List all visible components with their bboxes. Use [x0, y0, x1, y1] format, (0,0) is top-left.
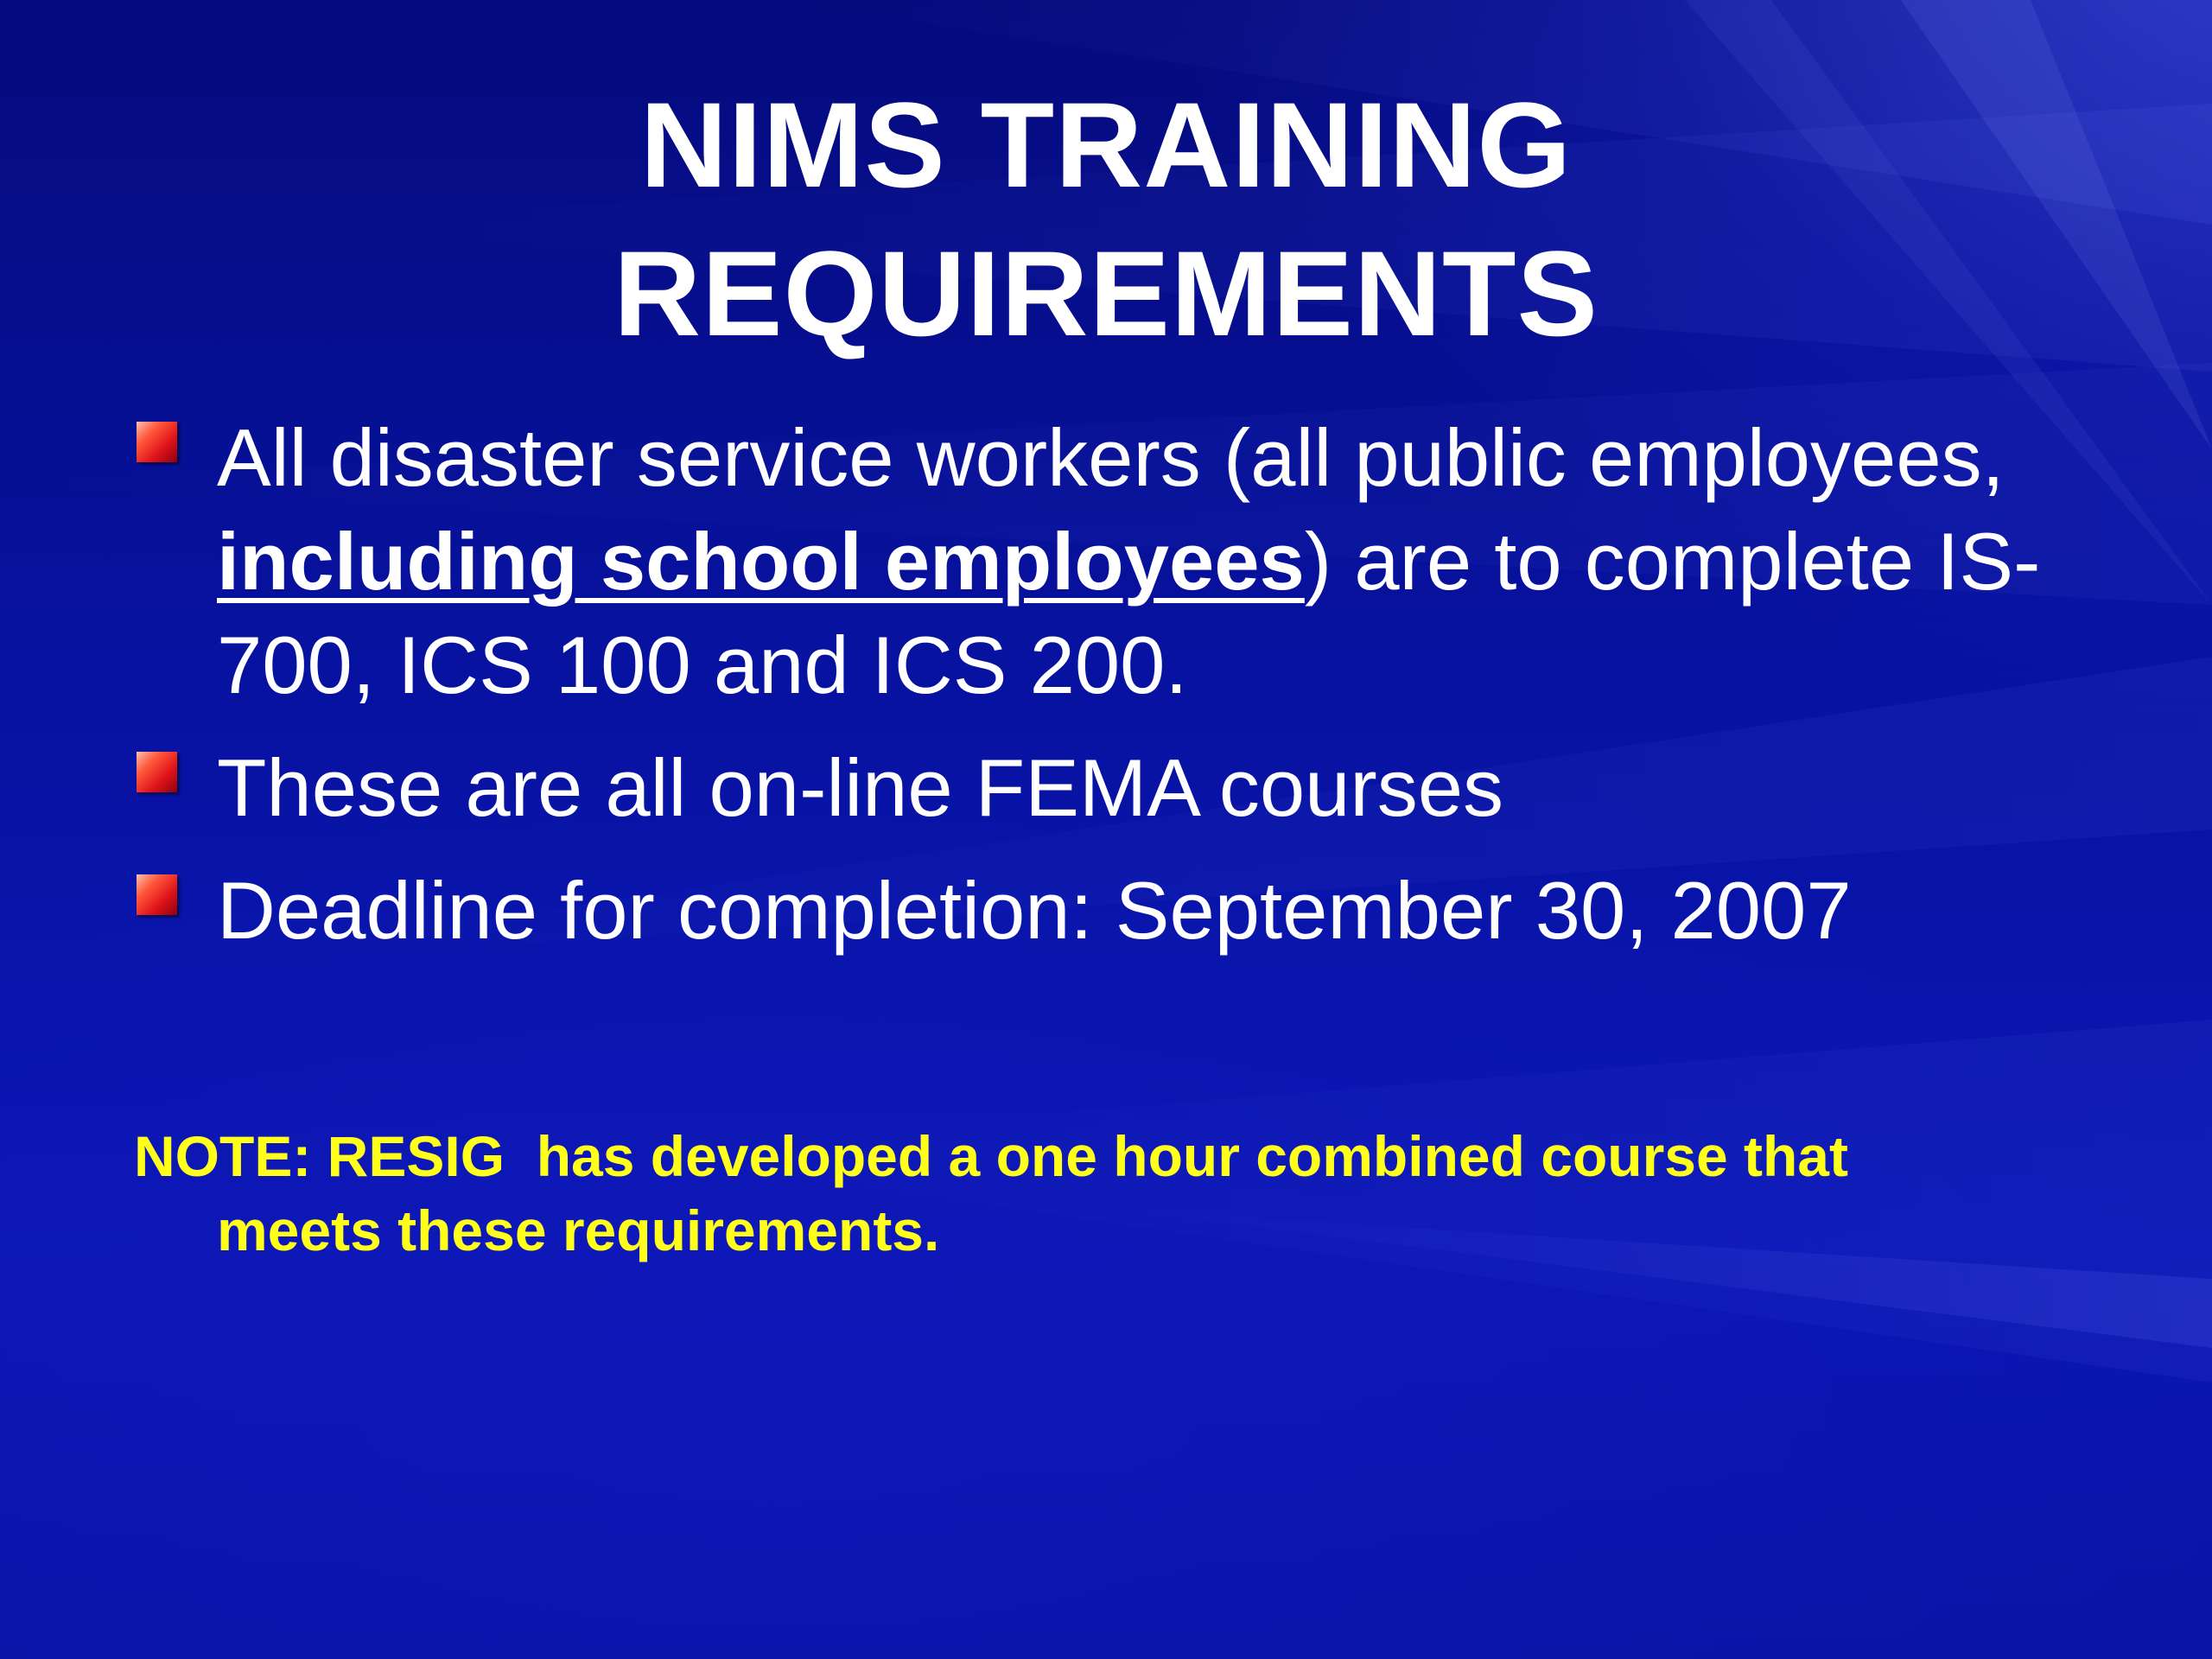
red-square-bullet-icon: [137, 752, 177, 792]
bullet-text-emphasis: including school employees: [217, 516, 1305, 607]
bullet-list: [134, 406, 2087, 982]
slide-title-line-1: NIMS TRAINING: [639, 77, 1573, 213]
bullet-item-disaster-workers: [134, 406, 2087, 717]
bullet-item-fema-courses: [134, 736, 2087, 840]
note-line-1: NOTE: RESIG has developed a one hour combined course that: [134, 1124, 1848, 1188]
red-square-bullet-icon: [137, 422, 177, 462]
red-square-bullet-icon: [137, 874, 177, 915]
bullet-text: These are all on-line FEMA courses: [217, 742, 1503, 833]
slide-title: [0, 71, 2212, 368]
note-text: [134, 1119, 2087, 1268]
bullet-text: Deadline for completion: September 30, 2007: [217, 865, 1852, 956]
note-line-2: meets these requirements.: [217, 1198, 940, 1262]
bullet-item-deadline: [134, 859, 2087, 963]
slide-title-line-2: REQUIREMENTS: [613, 226, 1599, 361]
bullet-text-before: All disaster service workers (all public employees,: [217, 412, 2005, 503]
bullet-text-after: ) are to complete IS-700, ICS 100 and ICS 200.: [217, 516, 2041, 710]
